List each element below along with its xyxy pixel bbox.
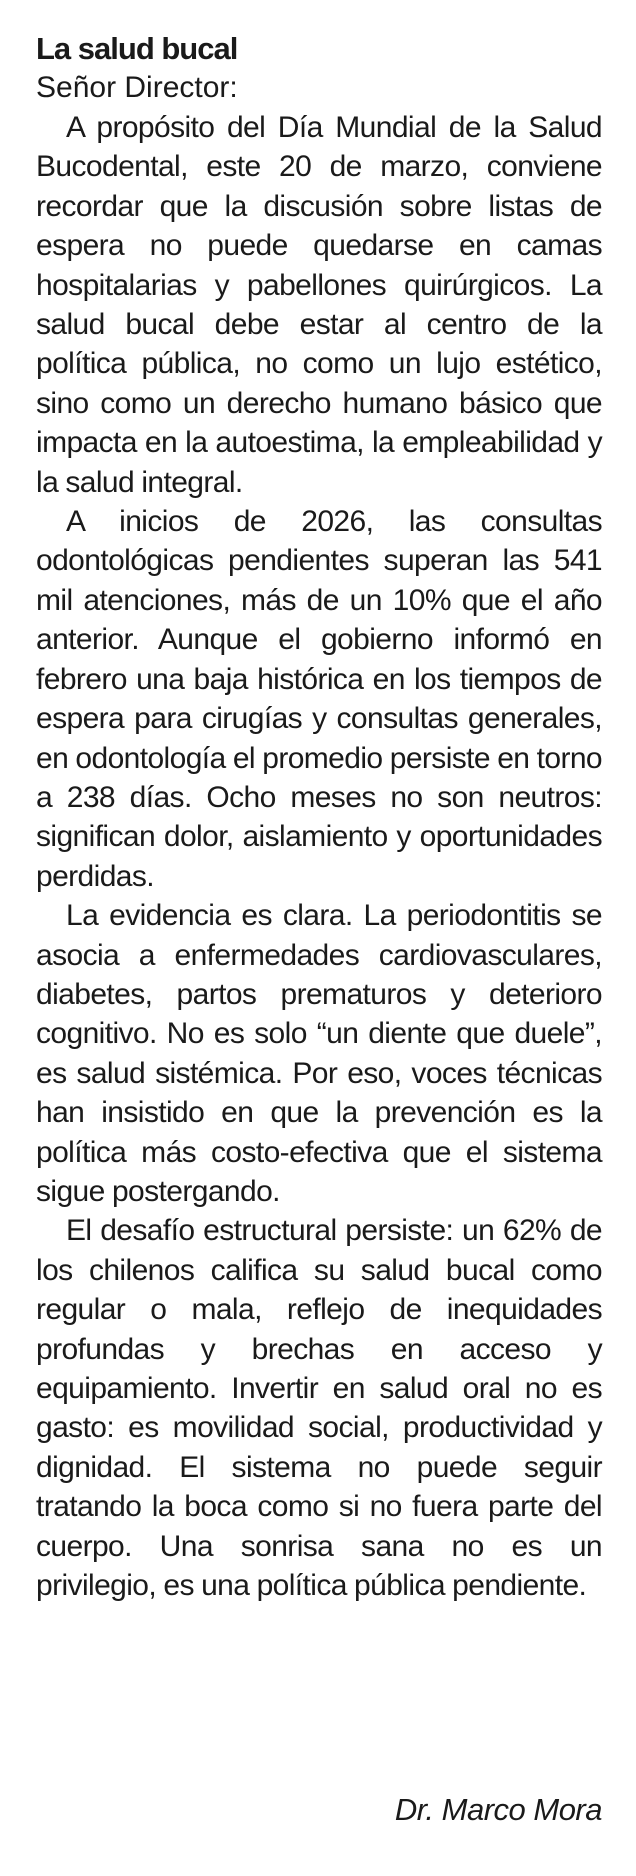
letter-headline: La salud bucal bbox=[36, 31, 238, 66]
letter-paragraph-3: La evidencia es clara. La periodontitis se asocia a enfermedades cardiovasculares, diabetes, partos prematuros y deterioro cognitivo. No es solo “un diente que duele”, es salud sistémica. Por eso, voces técnicas han insistido en que la prevención es la política más costo-efectiva que el sistema sigue postergando. bbox=[36, 899, 602, 1208]
letter-salutation: Señor Director: bbox=[36, 71, 238, 104]
letter-to-editor bbox=[36, 30, 602, 1605]
letter-paragraph-2: A inicios de 2026, las consultas odontológicas pendientes superan las 541 mil atenciones, más de un 10% que el año anterior. Aunque el gobierno informó en febrero una baja histórica en los tiempos de espera para cirugías y consultas generales, en odontología el promedio persiste en torno a 238 días. Ocho meses no son neutros: significan dolor, aislamiento y oportunidades perdidas. bbox=[36, 505, 603, 893]
letter-paragraph-4: El desafío estructural persiste: un 62% de los chilenos califica su salud bucal como regular o mala, reflejo de inequidades profundas y brechas en acceso y equipamiento. Invertir en salud oral no es gasto: es movilidad social, productividad y dignidad. El sistema no puede seguir tratando la boca como si no fuera parte del cuerpo. Una sonrisa sana no es un privilegio, es una política pública pendiente. bbox=[36, 1214, 602, 1603]
letter-paragraph-1: A propósito del Día Mundial de la Salud Bucodental, este 20 de marzo, conviene recordar que la discusión sobre listas de espera no puede quedarse en camas hospitalarias y pabellones quirúrgicos. La salud bucal debe estar al centro de la política pública, no como un lujo estético, sino como un derecho humano básico que impacta en la autoestima, la empleabilidad y la salud integral. bbox=[36, 111, 602, 499]
letter-signature: Dr. Marco Mora bbox=[394, 1792, 602, 1827]
